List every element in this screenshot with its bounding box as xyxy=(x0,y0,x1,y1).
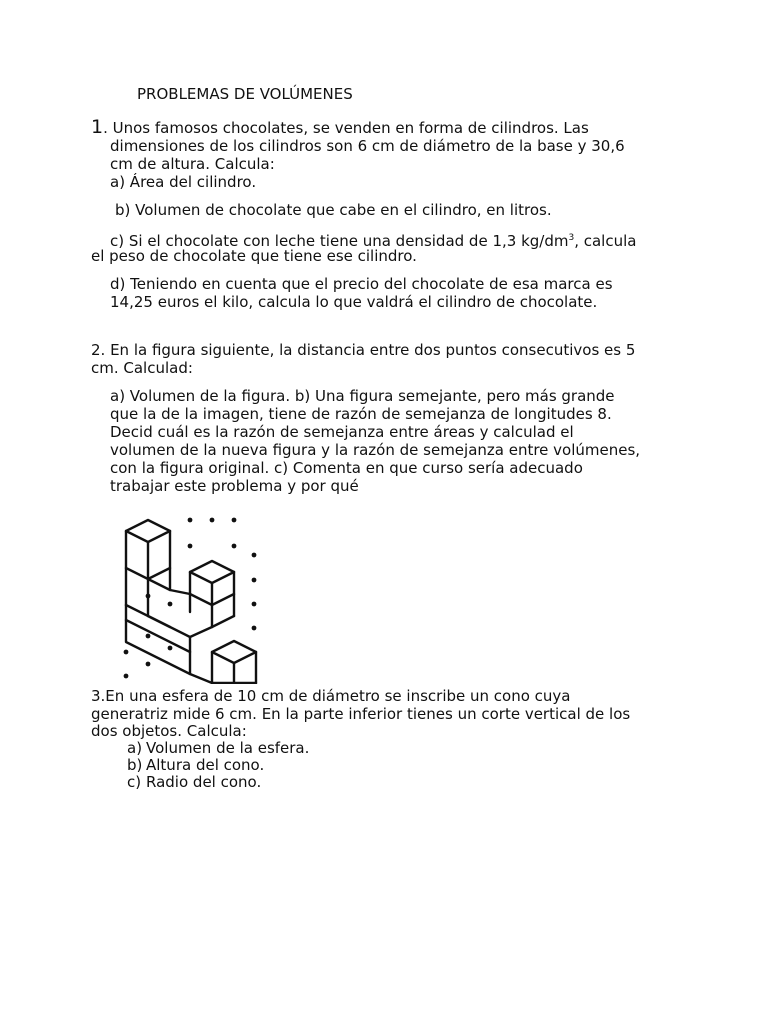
problem-1-item-d-line-2: 14,25 euros el kilo, calcula lo que valdrá el cilindro de chocolate. xyxy=(110,293,598,311)
problem-1-item-c-line-2: el peso de chocolate que tiene ese cilindro. xyxy=(91,247,417,265)
page-title: PROBLEMAS DE VOLÚMENES xyxy=(137,85,353,103)
problem-1-line-2: dimensiones de los cilindros son 6 cm de diámetro de la base y 30,6 xyxy=(110,137,625,155)
problem-3-line-3: dos objetos. Calcula: xyxy=(91,722,247,740)
problem-1-line-1 xyxy=(91,118,589,137)
problem-2-line-5: Decid cuál es la razón de semejanza entre áreas y calculad el xyxy=(110,423,574,441)
problem-2-line-3: a) Volumen de la figura. b) Una figura semejante, pero más grande xyxy=(110,387,615,405)
problem-2-line-2: cm. Calculad: xyxy=(91,359,193,377)
problem-3-line-1: 3.En una esfera de 10 cm de diámetro se inscribe un cono cuya xyxy=(91,687,571,705)
problem-1-item-d: d) Teniendo en cuenta que el precio del chocolate de esa marca es xyxy=(110,275,613,293)
isometric-block-figure xyxy=(112,512,272,684)
list-marker: a) xyxy=(127,739,143,757)
list-item-text: Volumen de la esfera. xyxy=(146,739,310,757)
problem-2-line-4: que la de la imagen, tiene de razón de semejanza de longitudes 8. xyxy=(110,405,612,423)
problem-3-line-2: generatriz mide 6 cm. En la parte inferior tienes un corte vertical de los xyxy=(91,705,631,723)
problem-1-item-a: a) Área del cilindro. xyxy=(110,173,257,191)
problem-3-item-a xyxy=(127,739,309,757)
problem-1-text: . Unos famosos chocolates, se venden en forma de cilindros. Las xyxy=(103,119,589,137)
problem-1-line-3: cm de altura. Calcula: xyxy=(110,155,275,173)
problem-2-line-6: volumen de la nueva figura y la razón de semejanza entre volúmenes, xyxy=(110,441,641,459)
list-marker: b) xyxy=(127,756,143,774)
problem-1-item-c-text: c) Si el chocolate con leche tiene una densidad de 1,3 kg/dm xyxy=(110,232,569,250)
problem-1-number: 1 xyxy=(91,116,104,138)
superscript-3: 3 xyxy=(568,233,575,243)
problem-3-item-c xyxy=(127,773,261,791)
problem-1-item-c-end: , calcula xyxy=(574,232,637,250)
list-item-text: Altura del cono. xyxy=(146,756,265,774)
list-item-text: Radio del cono. xyxy=(146,773,262,791)
problem-2-line-8: trabajar este problema y por qué xyxy=(110,477,359,495)
list-marker: c) xyxy=(127,773,142,791)
problem-2-line-1: 2. En la figura siguiente, la distancia entre dos puntos consecutivos es 5 xyxy=(91,341,636,359)
problem-2-line-7: con la figura original. c) Comenta en que curso sería adecuado xyxy=(110,459,583,477)
problem-3-item-b xyxy=(127,756,264,774)
problem-1-item-b: b) Volumen de chocolate que cabe en el cilindro, en litros. xyxy=(115,201,552,219)
